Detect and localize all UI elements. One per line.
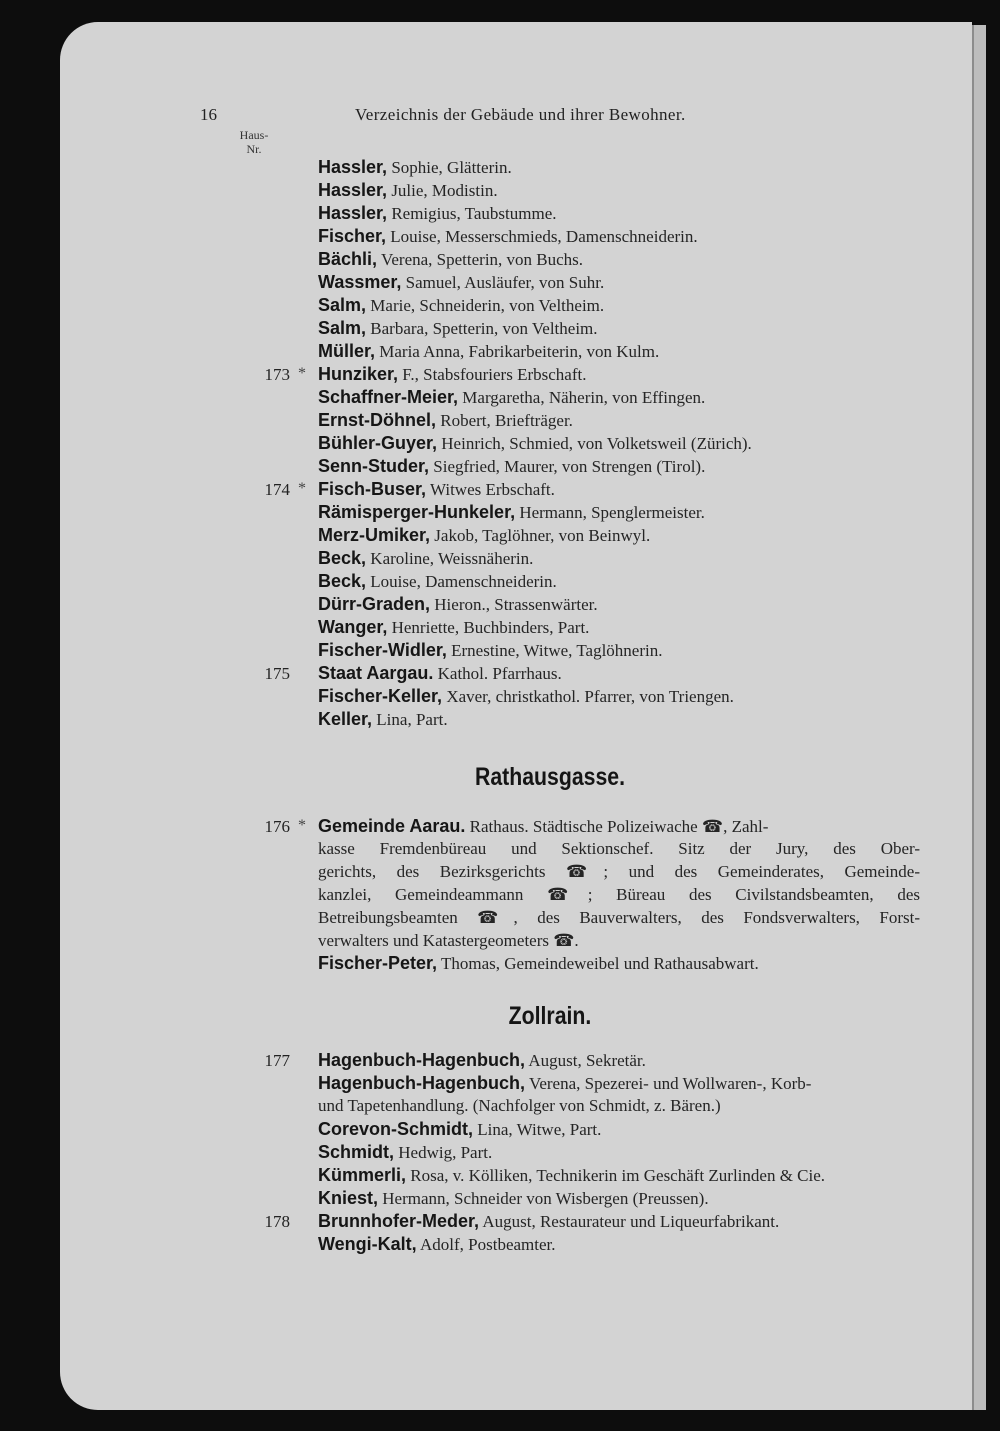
list-item	[240, 953, 930, 976]
list-item	[240, 295, 930, 318]
resident-details: Thomas, Gemeindeweibel und Rathausabwart.	[437, 954, 759, 973]
resident-details: Hedwig, Part.	[394, 1143, 493, 1162]
resident-name: Wassmer,	[318, 272, 402, 292]
resident-name: Corevon-Schmidt,	[318, 1119, 474, 1139]
resident-name: Bächli,	[318, 249, 378, 269]
resident-name: Ernst-Döhnel,	[318, 410, 437, 430]
list-item	[240, 1165, 930, 1188]
list-item	[240, 640, 930, 663]
resident-details: Hermann, Schneider von Wisbergen (Preussen).	[378, 1189, 709, 1208]
resident-name: Schaffner-Meier,	[318, 387, 459, 407]
list-item	[240, 479, 930, 502]
resident-details: Heinrich, Schmied, von Volketsweil (Zürich).	[437, 434, 752, 453]
resident-name: Bühler-Guyer,	[318, 433, 438, 453]
resident-details: Louise, Messerschmieds, Damenschneiderin.	[386, 227, 698, 246]
house-number-column-label	[228, 128, 280, 156]
resident-name: Salm,	[318, 295, 367, 315]
list-item	[240, 249, 930, 272]
resident-details: Rathaus. Städtische Polizeiwache ☎, Zahl-	[465, 817, 769, 836]
resident-details: Jakob, Taglöhner, von Beinwyl.	[430, 526, 651, 545]
resident-details: Julie, Modistin.	[387, 181, 498, 200]
resident-details: Marie, Schneiderin, von Veltheim.	[366, 296, 605, 315]
list-item	[240, 502, 930, 525]
list-item	[240, 617, 930, 640]
column-label-line-2: Nr.	[246, 142, 262, 156]
resident-name: Staat Aargau.	[318, 663, 434, 683]
house-number: 177	[264, 1051, 290, 1070]
resident-name: Wengi-Kalt,	[318, 1234, 417, 1254]
list-item	[240, 1234, 930, 1257]
list-item	[240, 663, 930, 686]
resident-details: Robert, Briefträger.	[436, 411, 573, 430]
list-item	[240, 816, 930, 839]
house-number: 178	[264, 1212, 290, 1231]
list-item	[240, 1188, 930, 1211]
resident-name: Hunziker,	[318, 364, 399, 384]
continuation-line: Betreibungsbeamten ☎, des Bauverwalters, des Fondsverwalters, Forst-	[318, 908, 920, 927]
resident-details: F., Stabsfouriers Erbschaft.	[398, 365, 587, 384]
page-number: 16	[200, 105, 217, 124]
resident-name: Fischer-Peter,	[318, 953, 438, 973]
resident-details: Remigius, Taubstumme.	[387, 204, 557, 223]
list-item	[240, 571, 930, 594]
resident-details: Maria Anna, Fabrikarbeiterin, von Kulm.	[375, 342, 660, 361]
list-item	[240, 433, 930, 456]
resident-details: Rosa, v. Kölliken, Technikerin im Geschäft Zurlinden & Cie.	[406, 1166, 826, 1185]
list-item	[240, 686, 930, 709]
list-item	[240, 318, 930, 341]
list-item	[240, 1073, 930, 1096]
resident-details: Ernestine, Witwe, Taglöhnerin.	[446, 641, 663, 660]
resident-name: Hassler,	[318, 157, 388, 177]
list-item	[240, 1211, 930, 1234]
list-item	[240, 709, 930, 732]
resident-details: Witwes Erbschaft.	[426, 480, 555, 499]
resident-details: Sophie, Glätterin.	[387, 158, 512, 177]
house-number: 173	[264, 365, 290, 384]
resident-details: Siegfried, Maurer, von Strengen (Tirol).	[429, 457, 706, 476]
list-item	[240, 1050, 930, 1073]
resident-name: Wanger,	[318, 617, 388, 637]
resident-details: August, Sekretär.	[525, 1051, 646, 1070]
continuation-line: kasse Fremdenbüreau und Sektionschef. Sitz der Jury, des Ober-	[318, 839, 920, 858]
list-item	[240, 1142, 930, 1165]
resident-details: Adolf, Postbeamter.	[416, 1235, 556, 1254]
resident-details: Lina, Part.	[372, 710, 448, 729]
resident-name: Fischer-Keller,	[318, 686, 443, 706]
resident-details: August, Restaurateur und Liqueurfabrikant.	[479, 1212, 780, 1231]
resident-name: Beck,	[318, 548, 367, 568]
list-item	[240, 594, 930, 617]
list-item	[240, 341, 930, 364]
resident-details: Lina, Witwe, Part.	[473, 1120, 602, 1139]
resident-name: Keller,	[318, 709, 373, 729]
resident-name: Senn-Studer,	[318, 456, 430, 476]
section-heading-rathausgasse: Rathausgasse.	[475, 763, 625, 791]
resident-details: Verena, Spetterin, von Buchs.	[377, 250, 584, 269]
list-item	[240, 456, 930, 479]
list-item	[240, 157, 930, 180]
resident-name: Schmidt,	[318, 1142, 395, 1162]
list-item	[240, 203, 930, 226]
star-mark: *	[298, 817, 306, 834]
resident-details: Barbara, Spetterin, von Veltheim.	[366, 319, 598, 338]
resident-name: Müller,	[318, 341, 376, 361]
resident-details: Xaver, christkathol. Pfarrer, von Triengen.	[442, 687, 734, 706]
resident-name: Brunnhofer-Meder,	[318, 1211, 480, 1231]
resident-name: Beck,	[318, 571, 367, 591]
star-mark: *	[298, 365, 306, 382]
house-number: 174	[264, 480, 290, 499]
resident-name: Hassler,	[318, 180, 388, 200]
list-item	[240, 364, 930, 387]
resident-name: Fischer-Widler,	[318, 640, 447, 660]
resident-name: Dürr-Graden,	[318, 594, 431, 614]
list-item	[240, 180, 930, 203]
section-heading-zollrain: Zollrain.	[508, 1002, 592, 1030]
house-number: 176	[264, 817, 290, 836]
resident-name: Hagenbuch-Hagenbuch,	[318, 1073, 526, 1093]
resident-details: Henriette, Buchbinders, Part.	[387, 618, 590, 637]
resident-details: Louise, Damenschneiderin.	[366, 572, 557, 591]
resident-details: Samuel, Ausläufer, von Suhr.	[401, 273, 605, 292]
star-mark: *	[298, 480, 306, 497]
continuation-line: gerichts, des Bezirksgerichts ☎; und des Gemeinderates, Gemeinde-	[318, 862, 920, 881]
continuation-line: und Tapetenhandlung. (Nachfolger von Schmidt, z. Bären.)	[318, 1096, 721, 1115]
resident-name: Kümmerli,	[318, 1165, 407, 1185]
resident-name: Fisch-Buser,	[318, 479, 427, 499]
continuation-line: kanzlei, Gemeindeammann ☎; Büreau des Civilstandsbeamten, des	[318, 885, 920, 904]
resident-details: Hermann, Spenglermeister.	[515, 503, 705, 522]
resident-name: Rämisperger-Hunkeler,	[318, 502, 516, 522]
page-edge	[972, 25, 986, 1410]
resident-details: Margaretha, Näherin, von Effingen.	[458, 388, 706, 407]
resident-name: Merz-Umiker,	[318, 525, 431, 545]
resident-name: Hassler,	[318, 203, 388, 223]
house-number: 175	[264, 664, 290, 683]
list-item	[240, 272, 930, 295]
resident-name: Fischer,	[318, 226, 387, 246]
list-item	[240, 548, 930, 571]
resident-details: Hieron., Strassenwärter.	[430, 595, 598, 614]
resident-details: Kathol. Pfarrhaus.	[433, 664, 562, 683]
list-item	[240, 525, 930, 548]
resident-details: Verena, Spezerei- und Wollwaren-, Korb-	[525, 1074, 812, 1093]
resident-name: Kniest,	[318, 1188, 379, 1208]
continuation-line: verwalters und Katastergeometers ☎.	[318, 931, 579, 950]
resident-details: Karoline, Weissnäherin.	[366, 549, 534, 568]
resident-name: Hagenbuch-Hagenbuch,	[318, 1050, 526, 1070]
list-item	[240, 387, 930, 410]
running-title: Verzeichnis der Gebäude und ihrer Bewohner.	[355, 105, 686, 124]
resident-name: Salm,	[318, 318, 367, 338]
list-item	[240, 410, 930, 433]
list-item	[240, 226, 930, 249]
resident-name: Gemeinde Aarau.	[318, 816, 466, 836]
column-label-line-1: Haus-	[239, 128, 269, 142]
list-item	[240, 1119, 930, 1142]
